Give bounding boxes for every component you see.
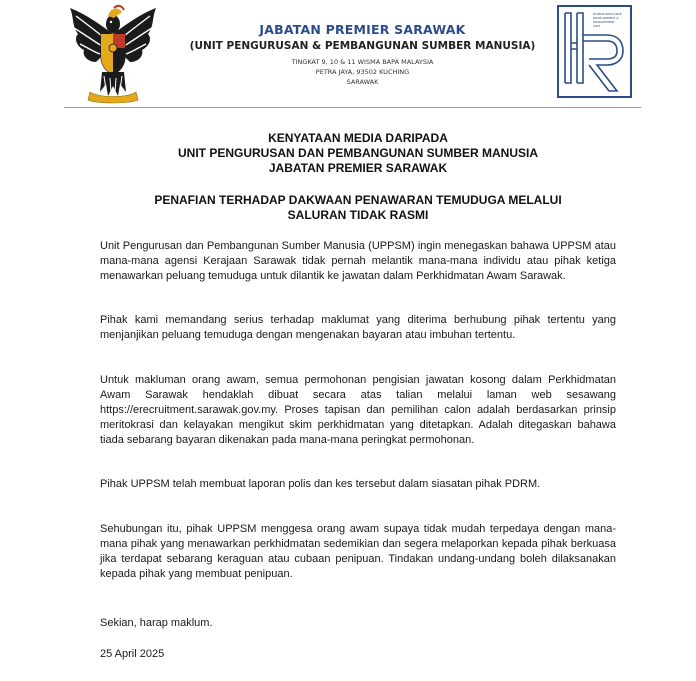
body-paragraph-5: Sehubungan itu, pihak UPPSM menggesa orang awam supaya tidak mudah terpedaya dengan mana-mana pihak yang menawarkan perkhidmatan sedemikian dan segera melaporkan kepada pihak berkuasa jika terdapat sebarang keraguan atau cubaan penipuan. Tindakan undang-undang boleh dilaksanakan kepada pihak yang membuat penipuan. — [100, 523, 616, 580]
letterhead-divider — [64, 107, 641, 108]
body-paragraph-4: Pihak UPPSM telah membuat laporan polis dan kes tersebut dalam siasatan pihak PDRM. — [100, 478, 541, 490]
unit-name: (UNIT PENGURUSAN & PEMBANGUNAN SUMBER MANUSIA) — [189, 40, 536, 52]
statement-title-line-1: PENAFIAN TERHADAP DAKWAAN PENAWARAN TEMUDUGA MELALUI — [154, 193, 562, 207]
statement-heading-line-1: KENYATAAN MEDIA DARIPADA — [268, 131, 448, 145]
statement-date: 25 April 2025 — [100, 648, 165, 660]
address-line-1: TINGKAT 9, 10 & 11 WISMA BAPA MALAYSIA — [291, 58, 434, 66]
closing-line: Sekian, harap maklum. — [100, 617, 213, 629]
organisation-name: JABATAN PREMIER SARAWAK — [259, 22, 466, 37]
logo-text-line-4: UNIT — [593, 24, 601, 28]
logo-text-line-2: DEVELOPMENT & — [593, 16, 619, 20]
logo-text-line-1: HUMAN RESOURCE — [593, 12, 622, 16]
body-paragraph-3: Untuk makluman orang awam, semua permohonan pengisian jawatan kosong dalam Perkhidmatan Awam Sarawak hendaklah dibuat secara atas talian melalui laman web sesawang https://erecruitment.sarawak.gov.my. Proses tapisan dan pemilihan calon adalah berdasarkan prinsip meritokrasi dan kelayakan mengikut skim perkhidmatan yang ditetapkan. Adalah ditegaskan bahawa tiada sebarang bayaran dikenakan pada mana-mana peringkat permohonan. — [100, 374, 616, 446]
body-paragraph-1: Unit Pengurusan dan Pembangunan Sumber Manusia (UPPSM) ingin menegaskan bahawa UPPSM atau mana-mana agensi Kerajaan Sarawak tidak pernah melantik mana-mana individu atau pihak ketiga menawarkan peluang temuduga untuk dilantik ke jawatan dalam Perkhidmatan Awam Sarawak. — [100, 240, 616, 282]
letterhead — [0, 0, 696, 112]
organisation-block — [175, 22, 550, 87]
sarawak-crest-icon — [64, 4, 162, 104]
address-line-2: PETRA JAYA, 93502 KUCHING — [315, 68, 410, 76]
address-line-3: SARAWAK — [346, 78, 379, 86]
hr-unit-logo-icon — [557, 5, 632, 98]
statement-heading-line-3: JABATAN PREMIER SARAWAK — [268, 161, 448, 175]
statement-title-line-2: SALURAN TIDAK RASMI — [287, 208, 429, 222]
body-paragraph-2: Pihak kami memandang serius terhadap maklumat yang diterima berhubung pihak tertentu yang menjanjikan peluang temuduga dengan mengenakan bayaran atau imbuhan tertentu. — [100, 314, 616, 341]
logo-text-line-3: MANAGEMENT — [593, 20, 615, 24]
statement-heading-line-2: UNIT PENGURUSAN DAN PEMBANGUNAN SUMBER MANUSIA — [177, 146, 538, 160]
